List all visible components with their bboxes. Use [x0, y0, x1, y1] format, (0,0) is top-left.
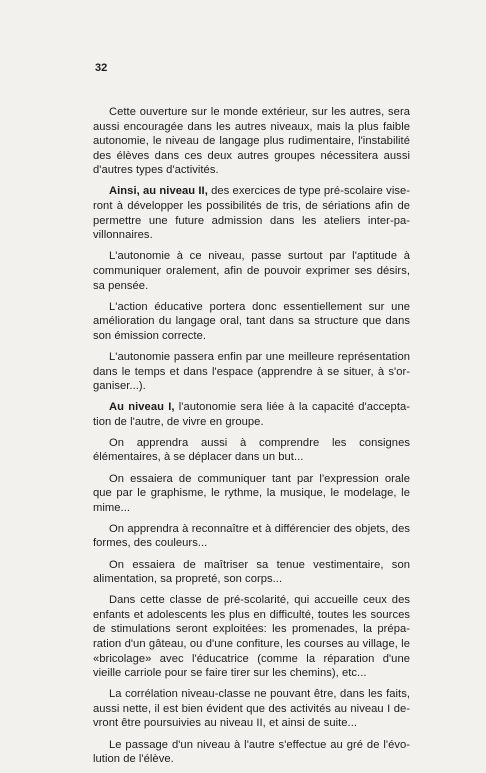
paragraph-text: L'action éducative portera donc essentiellement sur une amélioration du langage oral, tant dans sa structure que dans son émission correcte.	[93, 300, 410, 342]
paragraph	[93, 738, 410, 767]
paragraph-text: On apprendra à reconnaître et à différencier des objets, des formes, des couleurs...	[93, 522, 410, 550]
paragraph	[93, 436, 410, 465]
paragraph	[93, 687, 410, 731]
paragraph-text: l'autonomie sera liée à la capacité d'acceptation de l'autre, de vivre en groupe.	[93, 401, 410, 428]
paragraph-lead: Ainsi, au niveau II,	[109, 185, 208, 198]
paragraph	[93, 558, 410, 587]
paragraph	[93, 350, 410, 394]
paragraph-text: On essaiera de maîtriser sa tenue vestimentaire, son alimentation, sa propreté, son corps...	[93, 558, 410, 586]
paragraph-text: On essaiera de communiquer tant par l'expression orale que par le graphisme, le rythme, la musique, le modelage, le mime...	[93, 472, 410, 514]
paragraph-text: Cette ouverture sur le monde extérieur, sur les autres, sera aussi encouragée dans les autres niveaux, mais la plus faible autonomie, le niveau de langage plus rudimentaire, l'instabilité des élèves dans ces deux autres groupes nécessitera aussi d'autres types d'activités.	[93, 106, 410, 177]
page-number: 32	[95, 62, 108, 74]
paragraph	[93, 184, 410, 242]
body-text	[93, 105, 410, 773]
paragraph-text: La corrélation niveau-classe ne pouvant être, dans les faits, aussi nette, il est bien évident que des activités au niveau I devront être poursuivies au niveau II, et ainsi de suite...	[93, 688, 410, 730]
paragraph-text: Dans cette classe de pré-scolarité, qui accueille ceux des enfants et adolescents les plus en difficulté, toutes les sources de stimulations seront exploitées: les promenades, la préparation d'un gâteau, ou d'une confiture, les courses au village, le «bricolage» avec l'éducatrice (comme la réparation d'une vieille carriole pour se faire tirer sur les chemins), etc...	[93, 594, 410, 680]
paragraph	[93, 105, 410, 178]
paragraph-text: Le passage d'un niveau à l'autre s'effectue au gré de l'évolution de l'élève.	[93, 738, 410, 766]
paragraph-text: des exercices de type pré-scolaire viseront à développer les possibilités de tris, de sériations afin de permettre une future admission dans les ateliers inter-pavillonnaires.	[93, 185, 410, 242]
paragraph-text: On apprendra aussi à comprendre les consignes élémentaires, à se déplacer dans un but...	[93, 436, 410, 464]
paragraph-text: L'autonomie à ce niveau, passe surtout par l'aptitude à communiquer oralement, afin de pouvoir exprimer ses désirs, sa pensée.	[93, 250, 410, 292]
paragraph-lead: Au niveau I,	[109, 401, 175, 414]
paragraph	[93, 400, 410, 429]
paragraph	[93, 472, 410, 516]
paragraph-text: L'autonomie passera enfin par une meilleure représentation dans le temps et dans l'espace (apprendre à se situer, à s'organiser...).	[93, 350, 410, 393]
paragraph	[93, 593, 410, 681]
paragraph	[93, 522, 410, 551]
paragraph	[93, 300, 410, 344]
paragraph	[93, 249, 410, 293]
